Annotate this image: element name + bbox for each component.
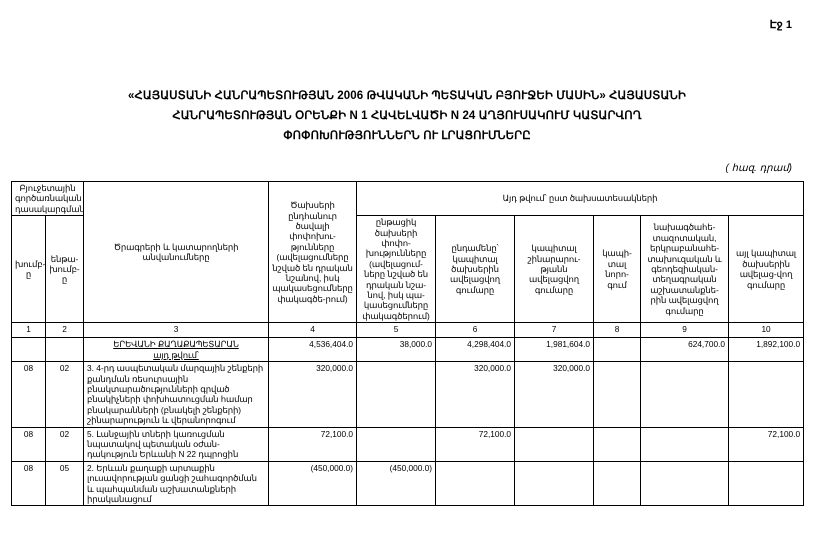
cell-other (729, 362, 804, 427)
header-design-survey: նախագծահե-տազոտական, երկրաբանահե-տախուզական և գեոդեզիական-տեղագրական աշխատանքնե-րին ավելացվող գումարը (641, 216, 729, 323)
cell-program-name: 5. Լանջային տների կառուցման նպատակով պետական օժան-դակություն Երևանի N 22 դպրոցին (84, 427, 269, 461)
header-total-changes: Ծախսերի ընդհանուր ծավալի փոփոխու-թյունները (ավելացումները նշված են դրական նշանով, իսկ պակասեցումները փակագծե-րում) (269, 182, 357, 323)
cell-repair (594, 338, 641, 362)
cell-program-name: 3. 4-րդ ասպետական մարզային շենքերի քանդման ռեսուրսային բնակտարածությունների գրված բնակիչների փոխհատուցման համար բնակարանների (բնակելի շենքերի) շինարարություն և վերանորոգում (84, 362, 269, 427)
cell-construction (515, 461, 594, 506)
cell-other: 72,100.0 (729, 427, 804, 461)
program-subtitle: այդ թվում՝ (153, 349, 199, 360)
col-number-6: 6 (436, 323, 515, 338)
document-title (0, 86, 814, 146)
title-line-1: «ՀԱՅԱՍՏԱՆԻ ՀԱՆՐԱՊԵՏՈՒԹՅԱՆ 2006 ԹՎԱԿԱՆԻ ՊԵՏԱԿԱՆ ԲՅՈՒՋԵԻ ՄԱՍԻՆ» ՀԱՅԱՍՏԱՆԻ (128, 90, 686, 102)
cell-khumb (12, 338, 46, 362)
budget-changes-table (11, 181, 804, 506)
cell-current: (450,000.0) (357, 461, 436, 506)
cell-entakhumb: 02 (46, 427, 84, 461)
cell-program-name (84, 338, 269, 362)
table-row (12, 362, 804, 427)
cell-total: (450,000.0) (269, 461, 357, 506)
cell-repair (594, 362, 641, 427)
program-title: ԵՐԵՎԱՆԻ ՔԱՂԱՔԱՊԵՏԱՐԱՆ (113, 339, 239, 350)
col-number-1: 1 (12, 323, 46, 338)
cell-other (729, 461, 804, 506)
cell-khumb: 08 (12, 427, 46, 461)
cell-design (641, 461, 729, 506)
cell-construction (515, 427, 594, 461)
header-capital-total: ընդամենը՝ կապիտալ ծախսերին ավելացվող գումարը (436, 216, 515, 323)
header-current-expense-changes: ընթացիկ ծախսերի փոփո-խությունները (ավելացում-ները նշված են դրական նշա-նով, իսկ պա-կասեցումները փակագծերում) (357, 216, 436, 323)
cell-capital-total: 320,000.0 (436, 362, 515, 427)
header-khumb: խումբ-ը (12, 216, 46, 323)
col-number-5: 5 (357, 323, 436, 338)
cell-current: 38,000.0 (357, 338, 436, 362)
cell-khumb: 08 (12, 461, 46, 506)
cell-total: 320,000.0 (269, 362, 357, 427)
cell-total: 72,100.0 (269, 427, 357, 461)
cell-repair (594, 427, 641, 461)
header-by-kind: Այդ թվում՝ ըստ ծախսատեսակների (357, 182, 804, 216)
header-entakhumb: ենթա-խումբ-ը (46, 216, 84, 323)
header-budget-classification: Բյուջետային գործառնական դասակարգման (12, 182, 84, 216)
col-number-9: 9 (641, 323, 729, 338)
cell-program-name: 2. Երևան քաղաքի արտաքին լուսավորության ցանցի շահագործման և պահպանման աշխատանքների իրականացում (84, 461, 269, 506)
cell-entakhumb: 05 (46, 461, 84, 506)
header-other-capital: այլ կապիտալ ծախսերին ավելաց-վող գումարը (729, 216, 804, 323)
title-line-2: ՀԱՆՐԱՊԵՏՈՒԹՅԱՆ ՕՐԵՆՔԻ N 1 ՀԱՎԵԼՎԱԾԻ N 24 ԱՂՅՈՒՍԱԿՈՒՄ ԿԱՏԱՐՎՈՂ (172, 110, 642, 122)
col-number-7: 7 (515, 323, 594, 338)
title-line-3: ՓՈՓՈԽՈՒԹՅՈՒՆՆԵՐՆ ՈՒ ԼՐԱՑՈՒՄՆԵՐԸ (283, 130, 531, 142)
cell-total: 4,536,404.0 (269, 338, 357, 362)
col-number-3: 3 (84, 323, 269, 338)
cell-current (357, 427, 436, 461)
cell-khumb: 08 (12, 362, 46, 427)
table-row (12, 338, 804, 362)
units-note: ( հազ. դրամ) (725, 163, 792, 174)
cell-construction: 1,981,604.0 (515, 338, 594, 362)
cell-design (641, 362, 729, 427)
cell-design (641, 427, 729, 461)
header-programs: Ծրագրերի և կատարողների անվանումները (84, 182, 269, 323)
col-number-4: 4 (269, 323, 357, 338)
cell-construction: 320,000.0 (515, 362, 594, 427)
cell-capital-total (436, 461, 515, 506)
table-row (12, 461, 804, 506)
table-row (12, 427, 804, 461)
cell-entakhumb: 02 (46, 362, 84, 427)
header-capital-construction: կապիտալ շինարարու-թյանն ավելացվող գումարը (515, 216, 594, 323)
cell-capital-total: 4,298,404.0 (436, 338, 515, 362)
cell-other: 1,892,100.0 (729, 338, 804, 362)
cell-repair (594, 461, 641, 506)
cell-design: 624,700.0 (641, 338, 729, 362)
col-number-8: 8 (594, 323, 641, 338)
cell-entakhumb (46, 338, 84, 362)
header-capital-repair: կապի-տալ նորո-գում (594, 216, 641, 323)
page-number: Էջ 1 (769, 19, 792, 31)
cell-capital-total: 72,100.0 (436, 427, 515, 461)
col-number-10: 10 (729, 323, 804, 338)
col-number-2: 2 (46, 323, 84, 338)
cell-current (357, 362, 436, 427)
